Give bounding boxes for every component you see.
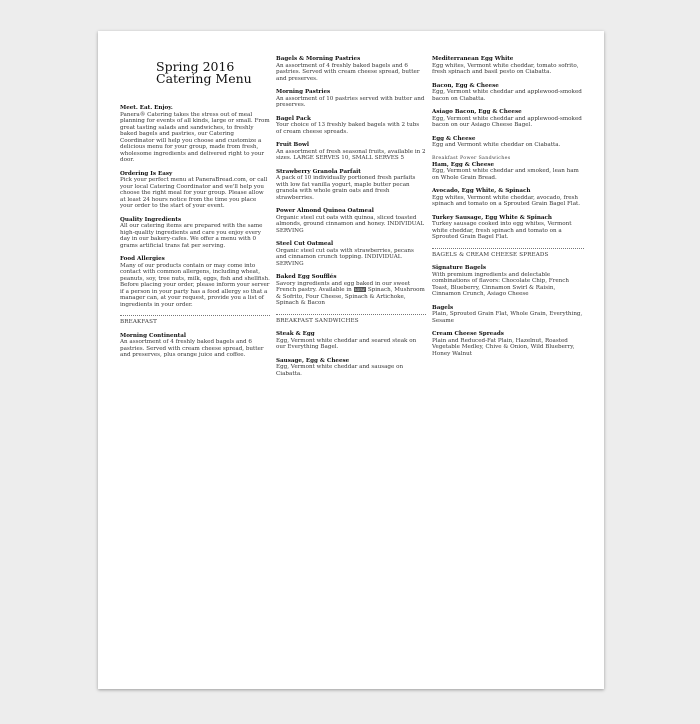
item-ham-egg-cheese bbox=[432, 162, 584, 182]
item-asiago-bacon-egg-cheese bbox=[432, 109, 584, 129]
section-text: Pick your perfect menu at PaneraBread.com, or call your local Catering Coordinator and we'll help you choose the right meal for your group. Please allow at least 24 hours notice from the time you place your order to the start of your event. bbox=[120, 177, 268, 209]
item-egg-cheese bbox=[432, 136, 584, 149]
item-fruit-bowl bbox=[276, 142, 426, 162]
item-description: An assortment of 4 freshly baked bagels and 6 pastries. Served with cream cheese spread, butter and preserves. bbox=[276, 62, 420, 82]
item-bacon-egg-cheese bbox=[432, 83, 584, 103]
item-morning-pastries bbox=[276, 89, 426, 109]
item-morning-continental bbox=[120, 333, 270, 359]
item-description: Egg, Vermont white cheddar and smoked, lean ham on Whole Grain Bread. bbox=[432, 168, 579, 181]
item-description: Egg, Vermont white cheddar and applewood-smoked bacon on Ciabatta. bbox=[432, 89, 582, 102]
item-description: Organic steel cut oats with quinoa, sliced toasted almonds, ground cinnamon and honey. INDIVIDUAL SERVING bbox=[276, 214, 425, 234]
item-description: Egg, Vermont white cheddar and seared steak on our Everything Bagel. bbox=[276, 337, 417, 350]
item-description: An assortment of 4 freshly baked bagels and 6 pastries. Served with cream cheese spread, butter and preserves, plus orange juice and coffee. bbox=[120, 339, 264, 358]
menu-title-line2: Catering Menu bbox=[156, 71, 252, 86]
item-name: Bagel Pack bbox=[276, 115, 311, 122]
item-cream-cheese-spreads bbox=[432, 331, 584, 357]
menu-title bbox=[156, 61, 270, 85]
item-description: An assortment of fresh seasonal fruits, available in 2 sizes. LARGE SERVES 10, SMALL SERVES 5 bbox=[276, 148, 426, 161]
item-description: Egg whites, Vermont white cheddar, tomato sofrito, fresh spinach and basil pesto on Ciabatta. bbox=[432, 62, 579, 75]
item-avocado-egg-white bbox=[432, 188, 584, 208]
section-text: All our catering items are prepared with the same high-quality ingredients and care you enjoy every day in our bakery-cafes. We offer a menu with 0 grams artificial trans fat per serving. bbox=[120, 223, 263, 249]
section-allergies bbox=[120, 256, 270, 308]
section-text: Panera® Catering takes the stress out of meal planning for events of all kinds, large or small. From great tasting salads and sandwiches, to freshly baked bagels and pastries, our Catering Coordinator will help you choose and customize a delicious menu for your group, made from fresh, wholesome ingredients and delivered right to your door. bbox=[120, 111, 270, 163]
section-quality bbox=[120, 217, 270, 250]
item-description: Plain, Sprouted Grain Flat, Whole Grain, Everything, Sesame bbox=[432, 311, 583, 324]
item-description: Egg and Vermont white cheddar on Ciabatta. bbox=[432, 142, 561, 148]
item-description: With premium ingredients and delectable combinations of flavors: Chocolate Chip, French Toast, Blueberry, Cinnamon Swirl & Raisin, Cinnamon Crunch, Asiago Cheese bbox=[432, 271, 570, 297]
item-name: Morning Pastries bbox=[276, 89, 331, 95]
item-name: Baked Egg Soufflés bbox=[276, 274, 337, 280]
item-name: Power Almond Quinoa Oatmeal bbox=[276, 208, 374, 214]
item-name: Signature Bagels bbox=[432, 265, 486, 271]
section-meet-eat-enjoy bbox=[120, 105, 270, 164]
item-name: Sausage, Egg & Cheese bbox=[276, 357, 350, 364]
item-steel-cut-oatmeal bbox=[276, 241, 426, 267]
item-name: Turkey Sausage, Egg White & Spinach bbox=[432, 214, 553, 221]
item-signature-bagels bbox=[432, 265, 584, 298]
souffle-text-end: Spinach, Mushroom & Sofrito, Four Cheese, Spinach & Artichoke, Spinach & Bacon bbox=[276, 287, 425, 306]
item-name: Steel Cut Oatmeal bbox=[276, 241, 334, 247]
item-description: Plain and Reduced-Fat Plain, Hazelnut, Roasted Vegetable Medley, Chive & Onion, Wild Blueberry, Honey Walnut bbox=[432, 337, 575, 357]
item-granola-parfait bbox=[276, 169, 426, 202]
item-name: Egg & Cheese bbox=[432, 135, 476, 142]
item-name: Ham, Egg & Cheese bbox=[432, 161, 495, 168]
category-breakfast: BREAKFAST bbox=[120, 315, 270, 326]
item-name: Avocado, Egg White, & Spinach bbox=[432, 188, 531, 194]
category-bagels-spreads: BAGELS & CREAM CHEESE SPREADS bbox=[432, 248, 584, 259]
item-description: Your choice of 13 freshly baked bagels with 2 tubs of cream cheese spreads. bbox=[276, 122, 420, 135]
item-description: Egg whites, Vermont white cheddar, avocado, fresh spinach and tomato on a Sprouted Grain Bagel Flat. bbox=[432, 194, 581, 207]
item-name: Bacon, Egg & Cheese bbox=[432, 82, 499, 89]
item-mediterranean-egg-white bbox=[432, 56, 584, 76]
item-bagel-pack bbox=[276, 116, 426, 136]
item-description: Turkey sausage cooked into egg whites, Vermont white cheddar, fresh spinach and tomato on a Sprouted Grain Bagel Flat. bbox=[432, 221, 572, 240]
item-description: A pack of 10 individually portioned fresh parfaits with low fat vanilla yogurt, maple butter pecan granola with whole grain oats and fresh strawberries. bbox=[276, 175, 416, 201]
category-power-sandwiches: Breakfast Power Sandwiches bbox=[432, 155, 511, 161]
section-ordering bbox=[120, 171, 270, 210]
item-description bbox=[276, 281, 426, 307]
souffle-text-start: Savory ingredients and egg baked in our sweet French pastry. Available in bbox=[276, 280, 411, 293]
category-breakfast-sandwiches: BREAKFAST SANDWICHES bbox=[276, 314, 426, 325]
item-description: Egg, Vermont white cheddar and applewood-smoked bacon on our Asiago Cheese Bagel. bbox=[432, 115, 582, 128]
column-middle bbox=[276, 56, 426, 384]
item-name: Bagels bbox=[432, 304, 454, 311]
section-heading: Quality Ingredients bbox=[120, 216, 182, 223]
item-name: Cream Cheese Spreads bbox=[432, 331, 504, 337]
item-steak-egg bbox=[276, 331, 426, 351]
item-name: Asiago Bacon, Egg & Cheese bbox=[432, 109, 522, 115]
item-name: Fruit Bowl bbox=[276, 142, 309, 148]
section-heading: Food Allergies bbox=[120, 256, 165, 262]
item-bagels bbox=[432, 305, 584, 325]
new-badge: NEW bbox=[354, 287, 366, 292]
item-egg-souffles bbox=[276, 274, 426, 307]
section-heading: Meet. Eat. Enjoy. bbox=[120, 105, 173, 111]
item-name: Steak & Egg bbox=[276, 331, 315, 337]
column-right bbox=[432, 56, 584, 364]
document-page bbox=[98, 31, 604, 689]
column-left bbox=[120, 61, 270, 366]
section-text: Many of our products contain or may come into contact with common allergens, including wheat, peanuts, soy, tree nuts, milk, eggs, fish and shellfish. Before placing your order, please inform your server if a person in your party has a food allergy so that a manager can, at your request, provide you a list of ingredients in your order. bbox=[120, 262, 270, 308]
section-heading: Ordering Is Easy bbox=[120, 170, 173, 177]
item-description: Egg, Vermont white cheddar and sausage on Ciabatta. bbox=[276, 364, 404, 377]
menu-title-line1: Spring 2016 bbox=[156, 59, 235, 74]
item-name: Mediterranean Egg White bbox=[432, 56, 514, 62]
item-name: Morning Continental bbox=[120, 332, 186, 339]
item-bagels-morning-pastries bbox=[276, 56, 426, 82]
item-name: Bagels & Morning Pastries bbox=[276, 56, 361, 62]
item-description: Organic steel cut oats with strawberries, pecans and cinnamon crunch topping. INDIVIDUAL SERVING bbox=[276, 247, 414, 267]
item-sausage-egg-cheese bbox=[276, 358, 426, 378]
item-description: An assortment of 10 pastries served with butter and preserves. bbox=[276, 95, 425, 108]
item-turkey-sausage bbox=[432, 215, 584, 241]
item-quinoa-oatmeal bbox=[276, 208, 426, 234]
item-name: Strawberry Granola Parfait bbox=[276, 168, 361, 175]
